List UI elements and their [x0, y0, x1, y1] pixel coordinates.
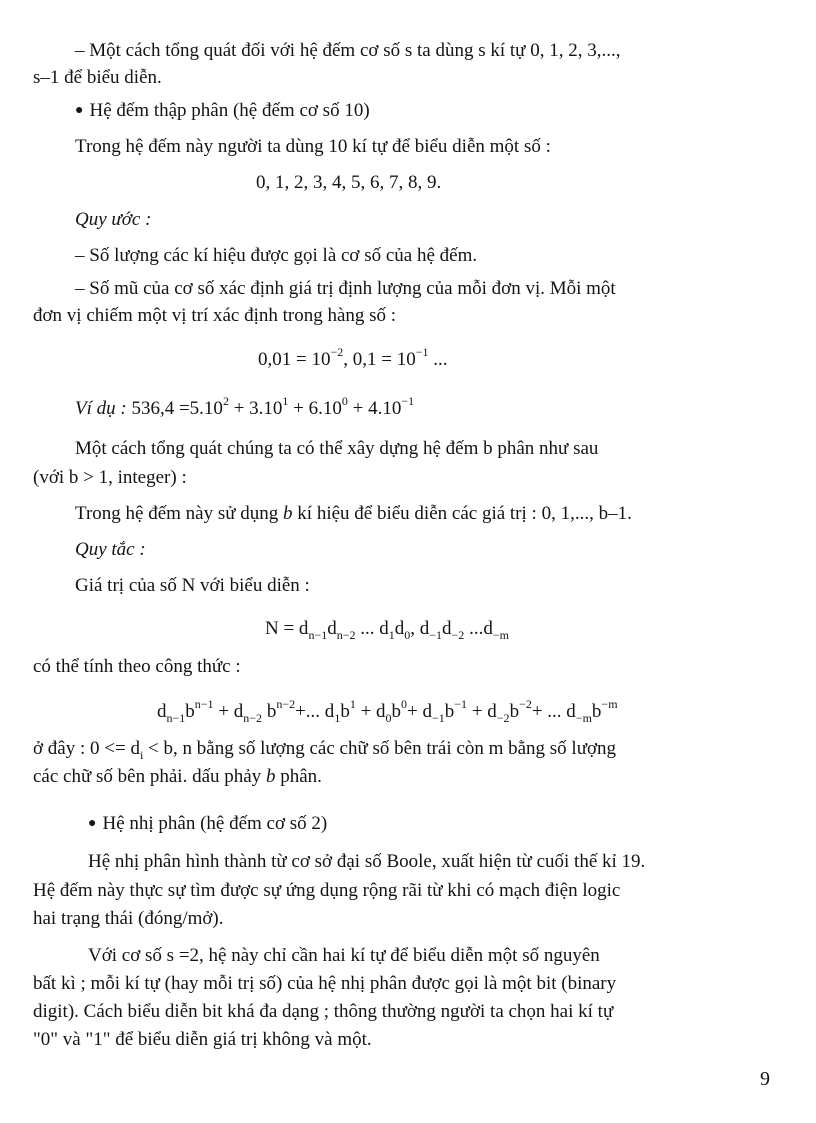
- paragraph-line: đơn vị chiếm một vị trí xác định trong hàng số :: [33, 305, 397, 326]
- digit-list: 0, 1, 2, 3, 4, 5, 6, 7, 8, 9.: [256, 172, 442, 193]
- section-heading-decimal: ● Hệ đếm thập phân (hệ đếm cơ số 10): [75, 100, 370, 121]
- quy-uoc-label: Quy ước :: [75, 209, 152, 230]
- paragraph-line: Một cách tổng quát chúng ta có thể xây dựng hệ đếm b phân như sau: [75, 438, 599, 459]
- paragraph-line: các chữ số bên phải. dấu phảy b phân.: [33, 766, 322, 787]
- paragraph-line: (với b > 1, integer) :: [33, 467, 187, 488]
- paragraph-line: Hệ nhị phân hình thành từ cơ sở đại số Boole, xuất hiện từ cuối thế kỉ 19.: [88, 851, 646, 872]
- paragraph-line: hai trạng thái (đóng/mở).: [33, 908, 224, 929]
- paragraph-line: – Một cách tổng quát đối với hệ đếm cơ số s ta dùng s kí tự 0, 1, 2, 3,...,: [75, 40, 621, 61]
- bullet-icon: ●: [75, 103, 84, 118]
- quy-tac-label: Quy tắc :: [75, 539, 146, 560]
- formula-powers-of-ten: $0,01 = 10^{-2}$, $0,1 = 10^{-1}$ ...: [258, 345, 448, 370]
- paragraph-line: s–1 để biểu diễn.: [33, 67, 162, 88]
- paragraph-line: ở đây : $0 <= d_i < b$, n bằng số lượng các chữ số bên trái còn m bằng số lượng: [33, 738, 617, 762]
- paragraph-line: – Số mũ của cơ số xác định giá trị định lượng của mỗi đơn vị. Mỗi một: [75, 278, 616, 299]
- bullet-icon: ●: [88, 816, 97, 831]
- page-number: 9: [760, 1068, 770, 1090]
- paragraph-line: Hệ đếm này thực sự tìm được sự ứng dụng rộng rãi từ khi có mạch điện logic: [33, 880, 621, 901]
- paragraph-line: bất kì ; mỗi kí tự (hay mỗi trị số) của hệ nhị phân được gọi là một bit (binary: [33, 973, 617, 994]
- paragraph-line: "0" và "1" để biểu diễn giá trị không và một.: [33, 1029, 372, 1050]
- paragraph-line: Giá trị của số N với biểu diễn :: [75, 575, 310, 596]
- formula-representation: $N = d_{n-1}d_{n-2}$ ... $d_1d_0$, $d_{-1}d_{-2}$ $...d_{-m}$: [265, 618, 509, 642]
- paragraph-line: digit). Cách biểu diễn bit khá đa dạng ; thông thường người ta chọn hai kí tự: [33, 1001, 614, 1022]
- section-heading-binary: ● Hệ nhị phân (hệ đếm cơ số 2): [88, 813, 328, 834]
- formula-expansion: $d_{n-1}b^{n-1} + d_{n-2}$ $b^{n-2}+$... $d_1b^1 + d_0b^0+ d_{-1}b^{-1} + d_{-2}b^{-2}+$ ... $d_{-m}b^{-m}$: [157, 697, 618, 725]
- paragraph-line: Với cơ số s =2, hệ này chỉ cần hai kí tự để biểu diễn một số nguyên: [88, 945, 600, 966]
- paragraph-line: có thể tính theo công thức :: [33, 656, 241, 677]
- example-formula: Ví dụ : $536,4 =5.10^2 + 3.10^1 + 6.10^0 + 4.10^{-1}$: [75, 394, 415, 419]
- paragraph-line: Trong hệ đếm này người ta dùng 10 kí tự để biểu diễn một số :: [75, 136, 551, 157]
- paragraph-line: Trong hệ đếm này sử dụng b kí hiệu để biểu diễn các giá trị : 0, 1,..., b–1.: [75, 503, 632, 524]
- paragraph-line: – Số lượng các kí hiệu được gọi là cơ số của hệ đếm.: [75, 245, 478, 266]
